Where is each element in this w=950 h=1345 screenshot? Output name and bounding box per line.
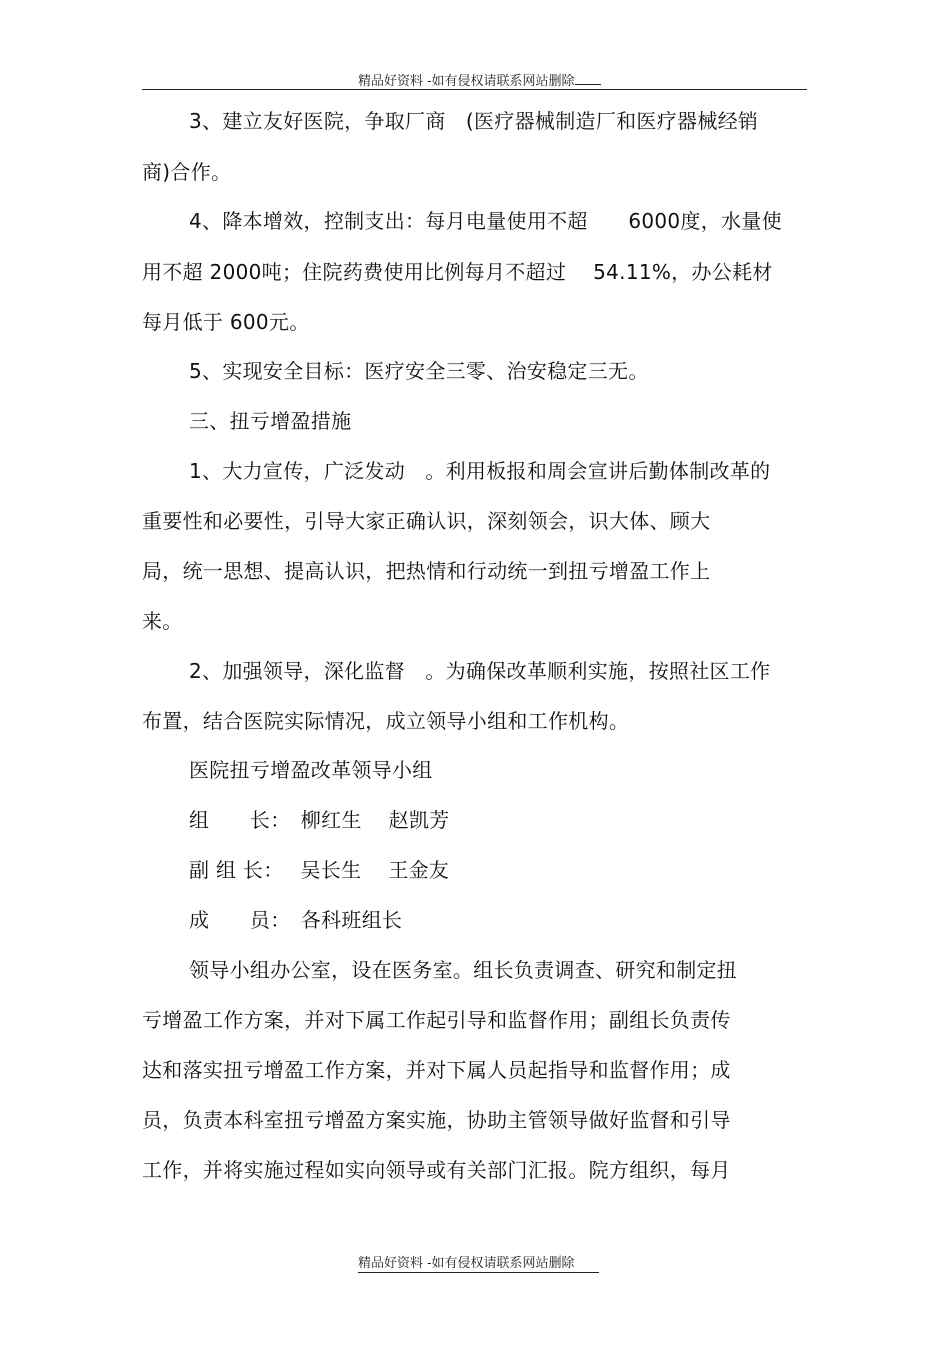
body-line: 1、大力宣传，广泛发动 。利用板报和周会宣讲后勤体制改革的 [189, 459, 771, 483]
body-line: 亏增盈工作方案，并对下属工作起引导和监督作用；副组长负责传 [142, 1008, 731, 1032]
body-line: 用不超 2000吨；住院药费使用比例每月不超过 54.11%，办公耗材 [142, 260, 773, 284]
group-leader-line: 组 长： 柳红生 赵凯芳 [189, 808, 450, 832]
body-line: 2、加强领导，深化监督 。为确保改革顺利实施，按照社区工作 [189, 659, 771, 683]
body-line: 员，负责本科室扭亏增盈方案实施，协助主管领导做好监督和引导 [142, 1108, 731, 1132]
group-title: 医院扭亏增盈改革领导小组 [189, 758, 433, 782]
header-text: 精品好资料 -如有侵权请联系网站删除 [358, 74, 575, 89]
body-line: 局，统一思想、提高认识，把热情和行动统一到扭亏增盈工作上 [142, 559, 711, 583]
vice-leader-line: 副 组 长： 吴长生 王金友 [189, 858, 450, 882]
section-heading: 三、扭亏增盈措施 [189, 409, 352, 433]
page-footer: 精品好资料 -如有侵权请联系网站删除 [358, 1252, 599, 1273]
body-line: 来。 [142, 609, 183, 633]
body-line: 商)合作。 [142, 160, 232, 184]
body-line: 达和落实扭亏增盈工作方案，并对下属人员起指导和监督作用；成 [142, 1058, 731, 1082]
members-line: 成 员： 各科班组长 [189, 908, 403, 932]
body-line: 重要性和必要性，引导大家正确认识，深刻领会，识大体、顾大 [142, 509, 711, 533]
body-line: 3、建立友好医院，争取厂商 (医疗器械制造厂和医疗器械经销 [189, 109, 759, 133]
body-line: 领导小组办公室，设在医务室。组长负责调查、研究和制定扭 [189, 958, 738, 982]
header-rule [142, 89, 807, 90]
body-line: 每月低于 600元。 [142, 310, 310, 334]
body-line: 4、降本增效，控制支出：每月电量使用不超 6000度，水量使 [189, 209, 782, 233]
body-line: 工作，并将实施过程如实向领导或有关部门汇报。院方组织，每月 [142, 1158, 731, 1182]
header-underline [575, 72, 601, 85]
body-line: 5、实现安全目标：医疗安全三零、治安稳定三无。 [189, 359, 649, 383]
page-header [358, 70, 601, 89]
body-line: 布置，结合医院实际情况，成立领导小组和工作机构。 [142, 709, 630, 733]
